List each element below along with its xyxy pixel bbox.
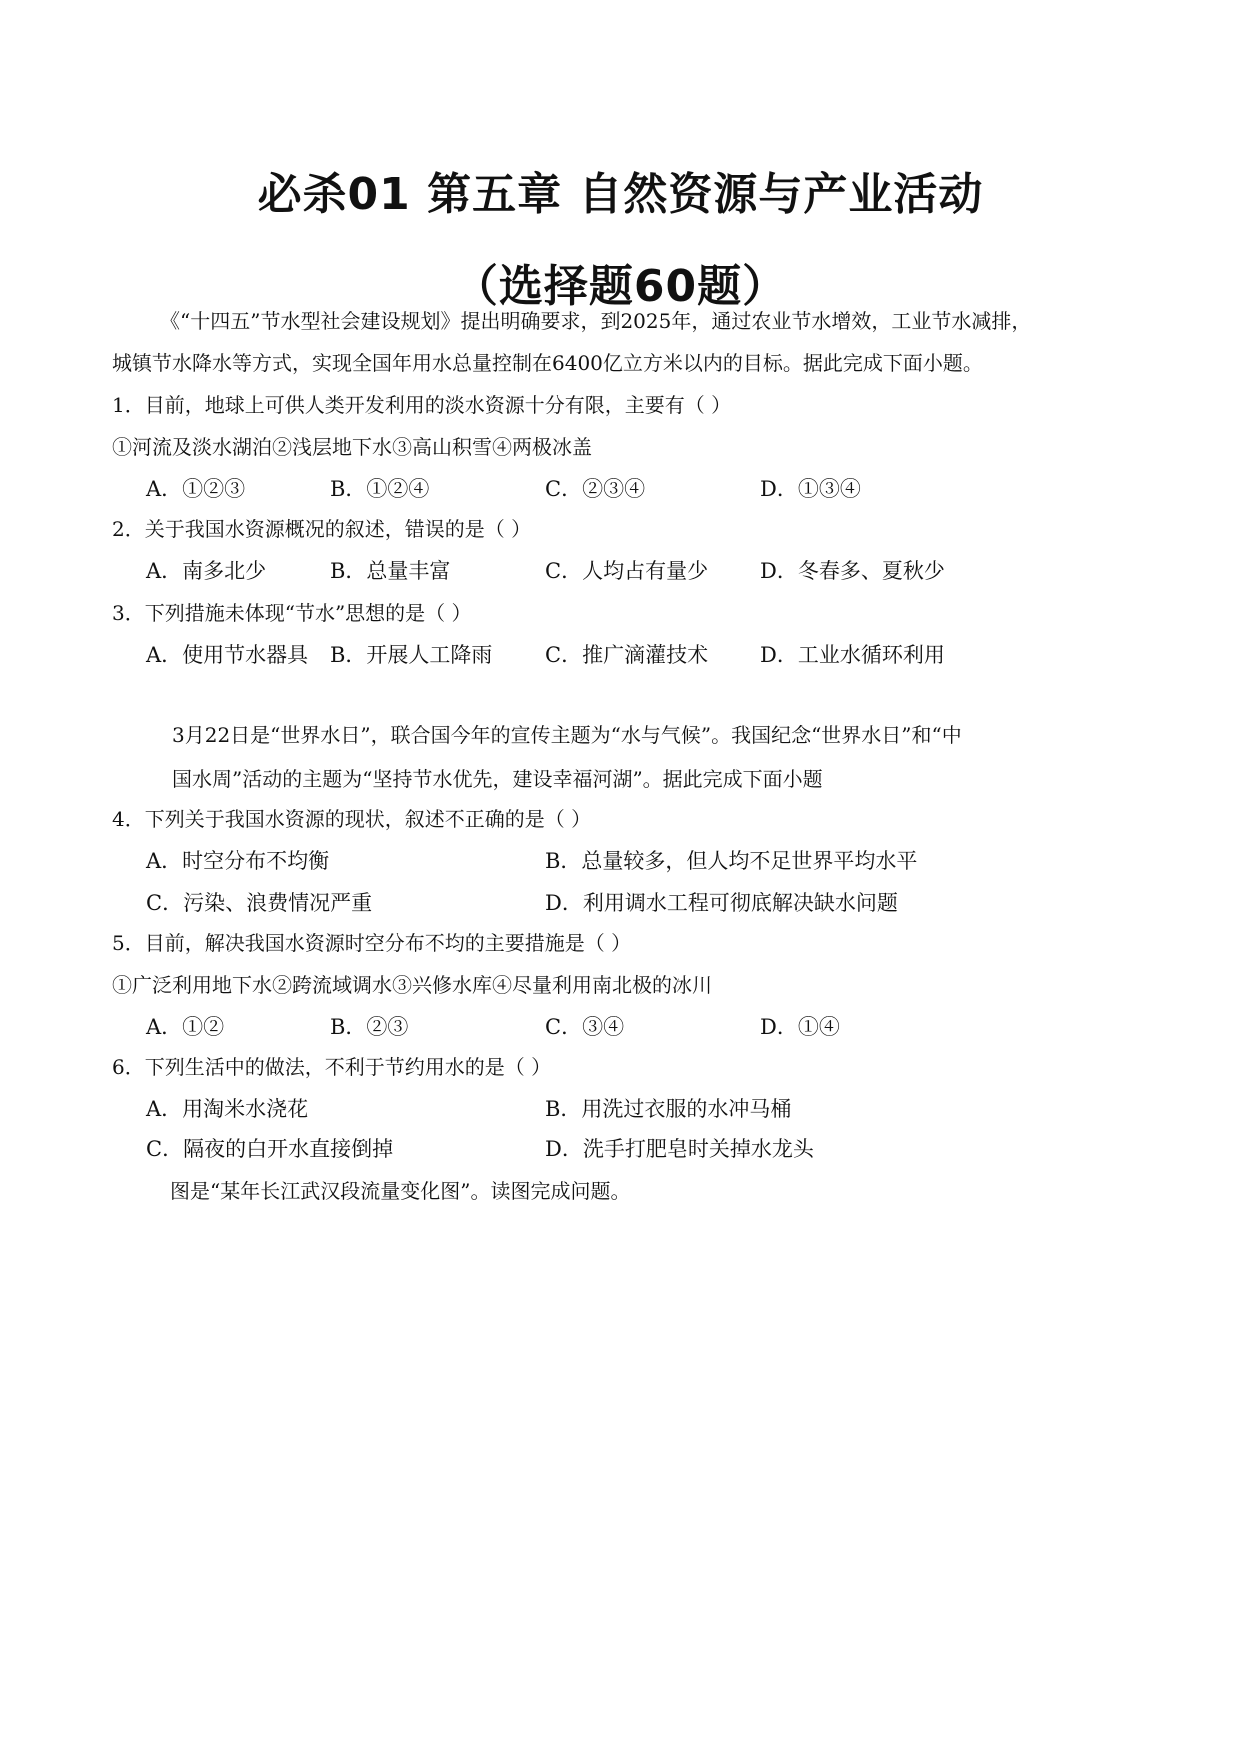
question-4-option-c[interactable]: C．污染、浪费情况严重 — [146, 891, 373, 915]
question-5-option-c[interactable]: C．③④ — [545, 1015, 625, 1039]
question-6-option-d[interactable]: D．洗手打肥皂时关掉水龙头 — [545, 1137, 814, 1161]
question-5-option-a[interactable]: A．①② — [146, 1015, 225, 1039]
page-subtitle: （选择题60题） — [453, 261, 788, 312]
passage-1-line-2: 城镇节水降水等方式，实现全国年用水总量控制在6400亿立方米以内的目标。据此完成下面小题。 — [112, 351, 983, 375]
question-5-option-b[interactable]: B．②③ — [330, 1015, 409, 1039]
passage-2-line-2: 国水周”活动的主题为“坚持节水优先，建设幸福河湖”。据此完成下面小题 — [172, 767, 823, 791]
question-3-option-b[interactable]: B．开展人工降雨 — [330, 643, 493, 667]
passage-1-line-1: 《“十四五”节水型社会建设规划》提出明确要求，到2025年，通过农业节水增效，工业节水减排， — [160, 309, 1032, 333]
question-1-option-d[interactable]: D．①③④ — [760, 477, 861, 501]
question-2-option-a[interactable]: A．南多北少 — [146, 559, 267, 583]
question-1-option-a[interactable]: A．①②③ — [146, 477, 246, 501]
question-1-option-c[interactable]: C．②③④ — [545, 477, 646, 501]
question-1-items: ①河流及淡水湖泊②浅层地下水③高山积雪④两极冰盖 — [112, 435, 592, 459]
question-6-option-c[interactable]: C．隔夜的白开水直接倒掉 — [146, 1137, 394, 1161]
question-5-stem: 5．目前，解决我国水资源时空分布不均的主要措施是（ ） — [112, 931, 632, 955]
passage-2-line-1: 3月22日是“世界水日”，联合国今年的宣传主题为“水与气候”。我国纪念“世界水日”和“中 — [172, 723, 962, 747]
question-4-stem: 4．下列关于我国水资源的现状，叙述不正确的是（ ） — [112, 807, 592, 831]
question-6-stem: 6．下列生活中的做法，不利于节约用水的是（ ） — [112, 1055, 552, 1079]
question-3-option-a[interactable]: A．使用节水器具 — [146, 643, 309, 667]
question-5-items: ①广泛利用地下水②跨流域调水③兴修水库④尽量利用南北极的冰川 — [112, 973, 712, 997]
question-3-option-c[interactable]: C．推广滴灌技术 — [545, 643, 709, 667]
question-4-option-b[interactable]: B．总量较多，但人均不足世界平均水平 — [545, 849, 918, 873]
page-title: 必杀01 第五章 自然资源与产业活动 — [257, 169, 984, 220]
question-6-option-b[interactable]: B．用洗过衣服的水冲马桶 — [545, 1097, 792, 1121]
question-3-option-d[interactable]: D．工业水循环利用 — [760, 643, 945, 667]
question-3-stem: 3．下列措施未体现“节水”思想的是（ ） — [112, 601, 472, 625]
question-1-option-b[interactable]: B．①②④ — [330, 477, 430, 501]
question-5-option-d[interactable]: D．①④ — [760, 1015, 840, 1039]
passage-3-line-1: 图是“某年长江武汉段流量变化图”。读图完成问题。 — [170, 1179, 631, 1203]
question-2-stem: 2．关于我国水资源概况的叙述，错误的是（ ） — [112, 517, 532, 541]
question-2-option-c[interactable]: C．人均占有量少 — [545, 559, 709, 583]
question-4-option-d[interactable]: D．利用调水工程可彻底解决缺水问题 — [545, 891, 898, 915]
question-2-option-b[interactable]: B．总量丰富 — [330, 559, 451, 583]
question-2-option-d[interactable]: D．冬春多、夏秋少 — [760, 559, 945, 583]
question-6-option-a[interactable]: A．用淘米水浇花 — [146, 1097, 309, 1121]
question-4-option-a[interactable]: A．时空分布不均衡 — [146, 849, 330, 873]
question-1-stem: 1．目前，地球上可供人类开发利用的淡水资源十分有限，主要有（ ） — [112, 393, 732, 417]
